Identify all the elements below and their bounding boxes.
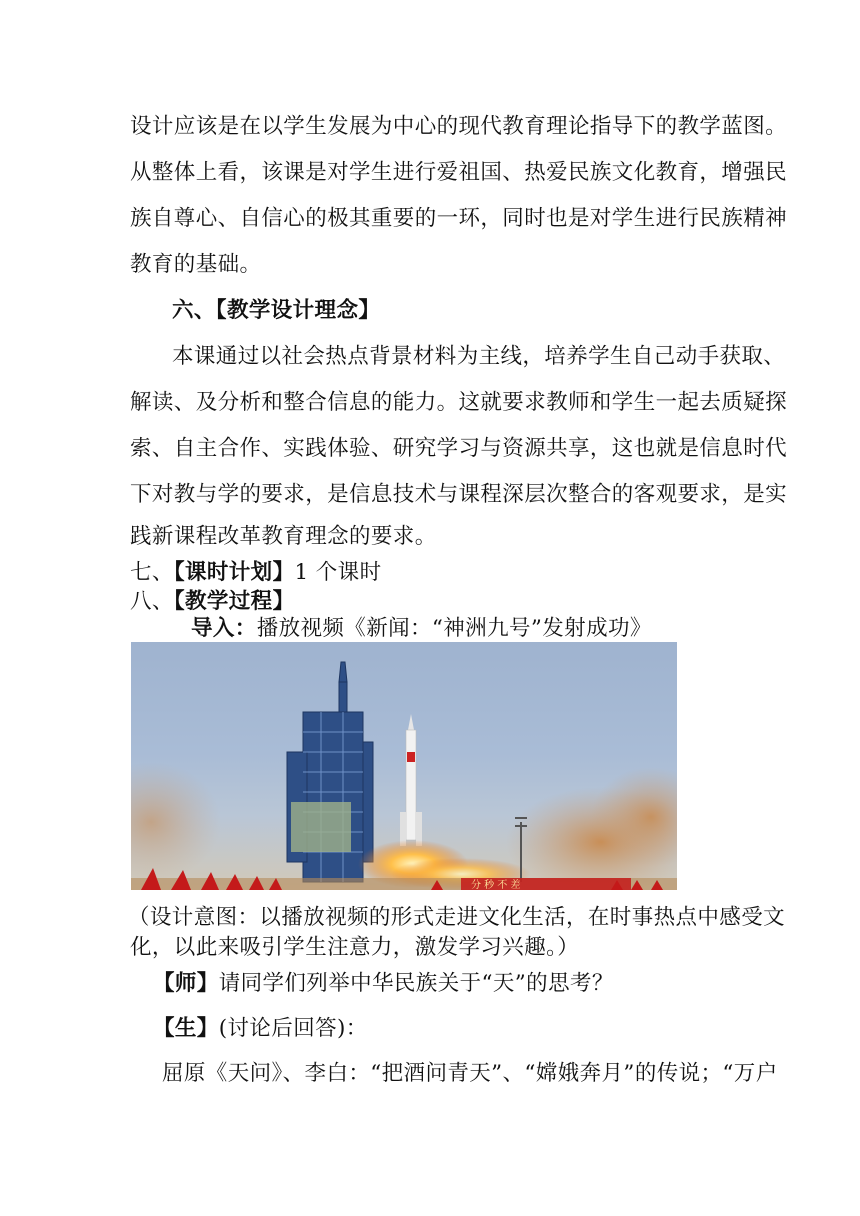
paragraph-line: 本课通过以社会热点背景材料为主线，培养学生自己动手获取、 <box>172 344 786 369</box>
tower-panel <box>291 802 351 852</box>
lesson-count: 1 个课时 <box>294 560 382 585</box>
teacher-question <box>153 969 614 999</box>
student-text: (讨论后回答)： <box>218 1016 368 1041</box>
section-prefix: 七、 <box>130 560 174 585</box>
design-intent-line: （设计意图：以播放视频的形式走进文化生活，在时事热点中感受文 <box>128 905 786 930</box>
section-prefix: 八、 <box>130 589 174 614</box>
section-title: 【教学过程】 <box>173 589 295 614</box>
teacher-text: 请同学们列举中华民族关于“天”的思考？ <box>218 971 614 996</box>
student-response <box>153 1014 368 1044</box>
section-heading-7 <box>130 558 381 588</box>
intro-label: 导入： <box>191 616 257 641</box>
paragraph-line: 教育的基础。 <box>130 252 262 277</box>
intro-text: 播放视频《新闻：“神洲九号”发射成功》 <box>256 616 652 641</box>
paragraph-line: 解读、及分析和整合信息的能力。这就要求教师和学生一起去质疑探 <box>130 390 788 415</box>
teacher-label: 【师】 <box>153 971 219 996</box>
answer-line: 屈原《天问》、李白：“把酒问青天”、“嫦娥奔月”的传说；“万户 <box>162 1061 778 1086</box>
student-label: 【生】 <box>153 1016 219 1041</box>
rocket <box>400 714 422 846</box>
paragraph-line: 索、自主合作、实践体验、研究学习与资源共享，这也就是信息时代 <box>130 436 788 461</box>
slogan-text: 分 秒 不 差 <box>471 880 521 890</box>
rocket-launch-photo <box>131 642 677 890</box>
design-intent-line: 化，以此来吸引学生注意力，激发学习兴趣。） <box>130 935 580 960</box>
paragraph-line: 设计应该是在以学生发展为中心的现代教育理论指导下的教学蓝图。 <box>130 114 788 139</box>
intro-line <box>191 614 652 644</box>
paragraph-line: 族自尊心、自信心的极其重要的一环，同时也是对学生进行民族精神 <box>130 206 788 231</box>
section-heading-6: 六、【教学设计理念】 <box>172 298 381 323</box>
paragraph-line: 践新课程改革教育理念的要求。 <box>130 524 437 549</box>
paragraph-line: 从整体上看，该课是对学生进行爱祖国、热爱民族文化教育，增强民 <box>130 160 788 185</box>
paragraph-line: 下对教与学的要求，是信息技术与课程深层次整合的客观要求，是实 <box>130 482 788 507</box>
section-heading-8 <box>130 587 294 617</box>
section-title: 【课时计划】 <box>173 560 295 585</box>
rocket-launch-illustration <box>131 642 677 890</box>
